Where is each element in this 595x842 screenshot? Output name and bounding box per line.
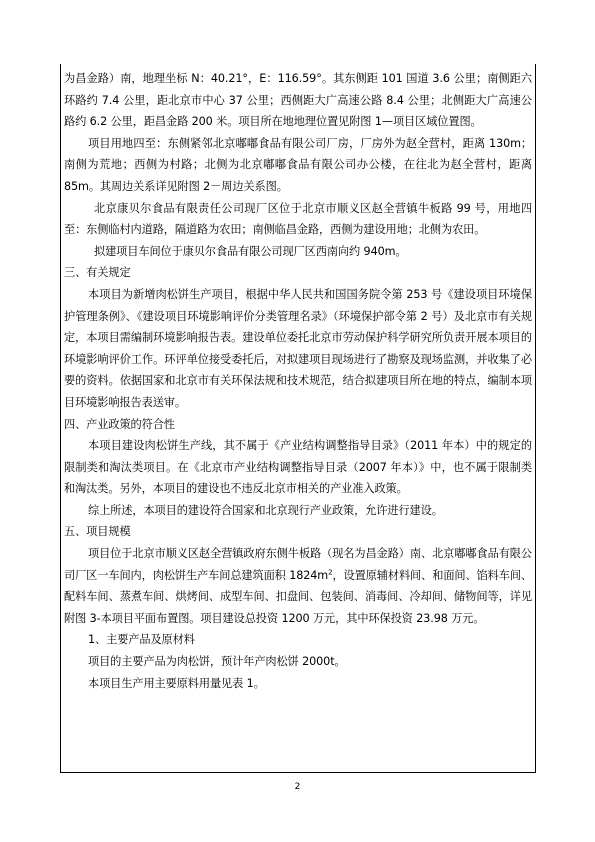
page-number: 2 [294,782,301,792]
subsection-heading-products: 1、主要产品及原材料 [88,633,195,647]
paragraph-site-boundaries: 项目用地四至：东侧紧邻北京嘟嘟食品有限公司厂房，厂房外为赵全营村，距离 130m；南侧为荒地；西侧为村路；北侧为北京嘟嘟食品有限公司办公楼，在往北为赵全营村，距离 85m。其周边关系详见附图 2－周边关系图。 [64,136,532,193]
project-scale-text-before: 项目位于北京市顺义区赵全营镇政府东侧牛板路（现名为昌金路）南、北京嘟嘟食品有限公司厂区一车间内，肉松饼生产车间总建筑面积 1824m [64,547,532,582]
paragraph-distance: 拟建项目车间位于康贝尔食品有限公司现厂区西南向约 940m。 [94,244,407,258]
paragraph-regulations: 本项目为新增肉松饼生产项目，根据中华人民共和国国务院令第 253 号《建设项目环境保护管理条例》、《建设项目环境影响评价分类管理名录》（环境保护部令第 2 号）及北京市有关规定，本项目需编制环境影响报告表。建设单位委托北京市劳动保护科学研究所负责开展本项目的环境影响评价工作。环评单位接受委托后，对拟建项目现场进行了勘察及现场监测，并收集了必要的资料。依据国家和北京市有关环保法规和技术规范，结合拟建项目所在地的特点，编制本项目环境影响报告表送审。 [64,287,532,409]
section-heading-project-scale: 五、项目规模 [64,525,131,539]
paragraph-conclusion: 综上所述，本项目的建设符合国家和北京现行产业政策，允许进行建设。 [88,503,443,517]
project-scale-text-after: ，设置原辅材料间、和面间、馅料车间、配料车间、蒸煮车间、烘烤间、成型车间、扣盘间、包装间、消毒间、冷却间、储物间等，详见附图 3-本项目平面布置图。项目建设总投资 1200 万元，其中环保投资 23.98 万元。 [64,568,533,625]
paragraph-main-product: 项目的主要产品为肉松饼，预计年产肉松饼 2000t。 [88,655,346,669]
document-body [64,68,532,694]
section-heading-regulations: 三、有关规定 [64,266,131,280]
paragraph-materials-reference: 本项目生产用主要原料用量见表 1。 [88,676,265,690]
paragraph-existing-plant: 北京康贝尔食品有限责任公司现厂区位于北京市顺义区赵全营镇牛板路 99 号，用地四至：东侧临村内道路，隔道路为农田；南侧临昌金路，西侧为建设用地；北侧为农田。 [64,201,532,237]
section-heading-industrial-policy: 四、产业政策的符合性 [64,417,175,431]
area-unit-superscript: 2 [328,567,333,576]
paragraph-location: 为昌金路）南，地理坐标 N：40.21°，E：116.59°。其东侧距 101 国道 3.6 公里；南侧距六环路约 7.4 公里，距北京市中心 37 公里；西侧距大广高速公路 8.4 公里；北侧距大广高速公路约 6.2 公里，距昌金路 200 米。项目所在地地理位置见附图 1—项目区域位置图。 [64,72,532,129]
paragraph-industrial-policy: 本项目建设肉松饼生产线，其不属于《产业结构调整指导目录》（2011 年本）中的规定的限制类和淘汰类项目。在《北京市产业结构调整指导目录（2007 年本）》中，也不属于限制类和淘汰类。另外，本项目的建设也不违反北京市相关的产业准入政策。 [64,439,532,496]
paragraph-project-scale [64,543,532,629]
